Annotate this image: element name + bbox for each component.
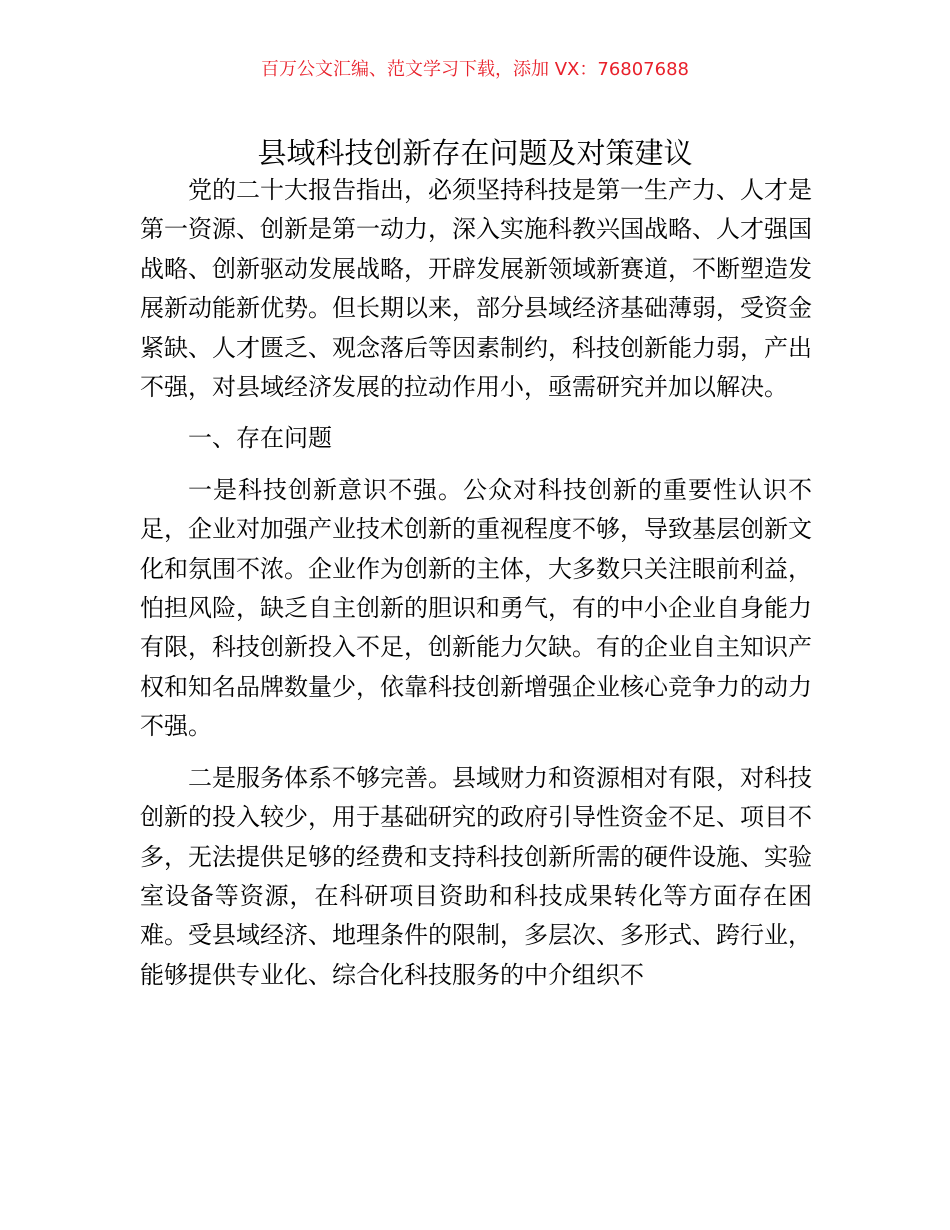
section-heading-problems: 一、存在问题 — [188, 424, 332, 453]
paragraph-problem-2: 二是服务体系不够完善。县域财力和资源相对有限，对科技创新的投入较少，用于基础研究的政府引导性资金不足、项目不多，无法提供足够的经费和支持科技创新所需的硬件设施、实验室设备等资源，在科研项目资助和科技成果转化等方面存在困难。受县域经济、地理条件的限制，多层次、多形式、跨行业，能够提供专业化、综合化科技服务的中介组织不 — [140, 763, 812, 989]
paragraph-intro: 党的二十大报告指出，必须坚持科技是第一生产力、人才是第一资源、创新是第一动力，深入实施科教兴国战略、人才强国战略、创新驱动发展战略，开辟发展新领域新赛道，不断塑造发展新动能新优势。但长期以来，部分县域经济基础薄弱，受资金紧缺、人才匮乏、观念落后等因素制约，科技创新能力弱，产出不强，对县域经济发展的拉动作用小，亟需研究并加以解决。 — [140, 176, 812, 402]
document-title: 县域科技创新存在问题及对策建议 — [257, 136, 693, 171]
document-body — [140, 171, 812, 995]
paragraph-problem-1: 一是科技创新意识不强。公众对科技创新的重要性认识不足，企业对加强产业技术创新的重视程度不够，导致基层创新文化和氛围不浓。企业作为创新的主体，大多数只关注眼前利益，怕担风险，缺乏自主创新的胆识和勇气，有的中小企业自身能力有限，科技创新投入不足，创新能力欠缺。有的企业自主知识产权和知名品牌数量少，依靠科技创新增强企业核心竞争力的动力不强。 — [140, 475, 812, 741]
header-banner: 百万公文汇编、范文学习下载，添加 VX：76807688 — [261, 59, 689, 80]
